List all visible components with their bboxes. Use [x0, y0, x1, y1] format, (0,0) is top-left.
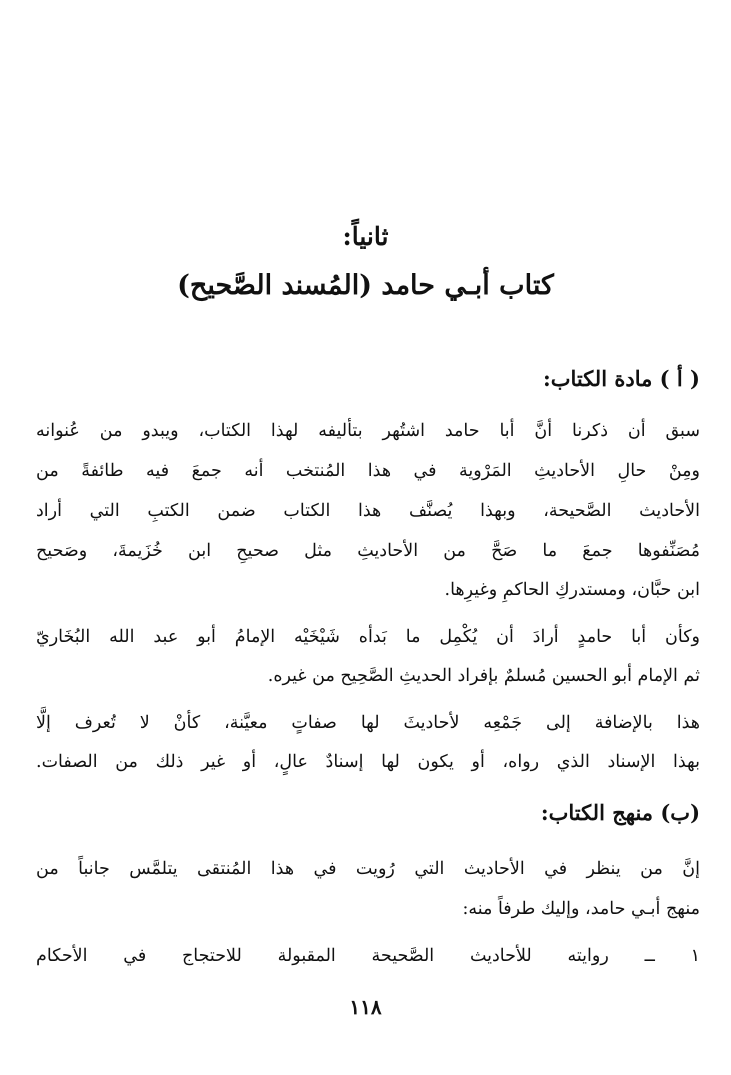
text-line: هذا بالإضافة إلى جَمْعِه لأحاديثَ لها صفاتٍ معيَّنة، كأنْ لا تُعرف إلَّا [36, 713, 700, 733]
text-line: الأحاديث الصَّحيحة، وبهذا يُصنَّف هذا الكتاب ضمن الكتبِ التي أراد [36, 501, 700, 521]
text-line: ١ ــ روايته للأحاديث الصَّحيحة المقبولة للاحتجاج في الأحكام [36, 946, 700, 966]
text-line: بهذا الإسناد الذي رواه، أو يكون لها إسنادٌ عالٍ، أو غير ذلك من الصفات. [36, 752, 700, 772]
section-label: ثانياً: [342, 222, 389, 251]
text-line: إنَّ من ينظر في الأحاديث التي رُويت في هذا المُنتقى يتلمَّس جانباً من [36, 859, 700, 879]
text-line: منهج أبـي حامد، وإليك طرفاً منه: [462, 899, 700, 919]
text-line: ابن حبَّان، ومستدركِ الحاكمِ وغيرِها. [444, 580, 700, 600]
chapter-title: كتاب أبـي حامد (المُسند الصَّحيح) [177, 270, 554, 301]
text-line: ثم الإمام أبو الحسين مُسلمٌ بإفراد الحديثِ الصَّحِيح من غيره. [267, 666, 700, 686]
subsection-b-title: (ب) منهج الكتاب: [540, 800, 700, 825]
text-line: سبق أن ذكرنا أنَّ أبا حامد اشتُهر بتأليفه لهذا الكتاب، ويبدو من عُنوانه [36, 421, 700, 441]
text-line: ومِنْ حالِ الأحاديثِ المَرْوية في هذا المُنتخب أنه جمعَ فيه طائفةً من [36, 461, 700, 481]
subsection-a-title: ( أ ) مادة الكتاب: [542, 366, 700, 391]
page-number: ١١٨ [349, 995, 382, 1019]
text-line: مُصَنِّفوها جمعَ ما صَحَّ من الأحاديثِ مثل صحيحِ ابن خُزَيمةَ، وصَحيح [36, 541, 700, 561]
text-line: وكأن أبا حامدٍ أرادَ أن يُكْمِل ما بَدأه شَيْخَيْه الإمامُ أبو عبد الله البُخَاريّ [36, 627, 700, 647]
